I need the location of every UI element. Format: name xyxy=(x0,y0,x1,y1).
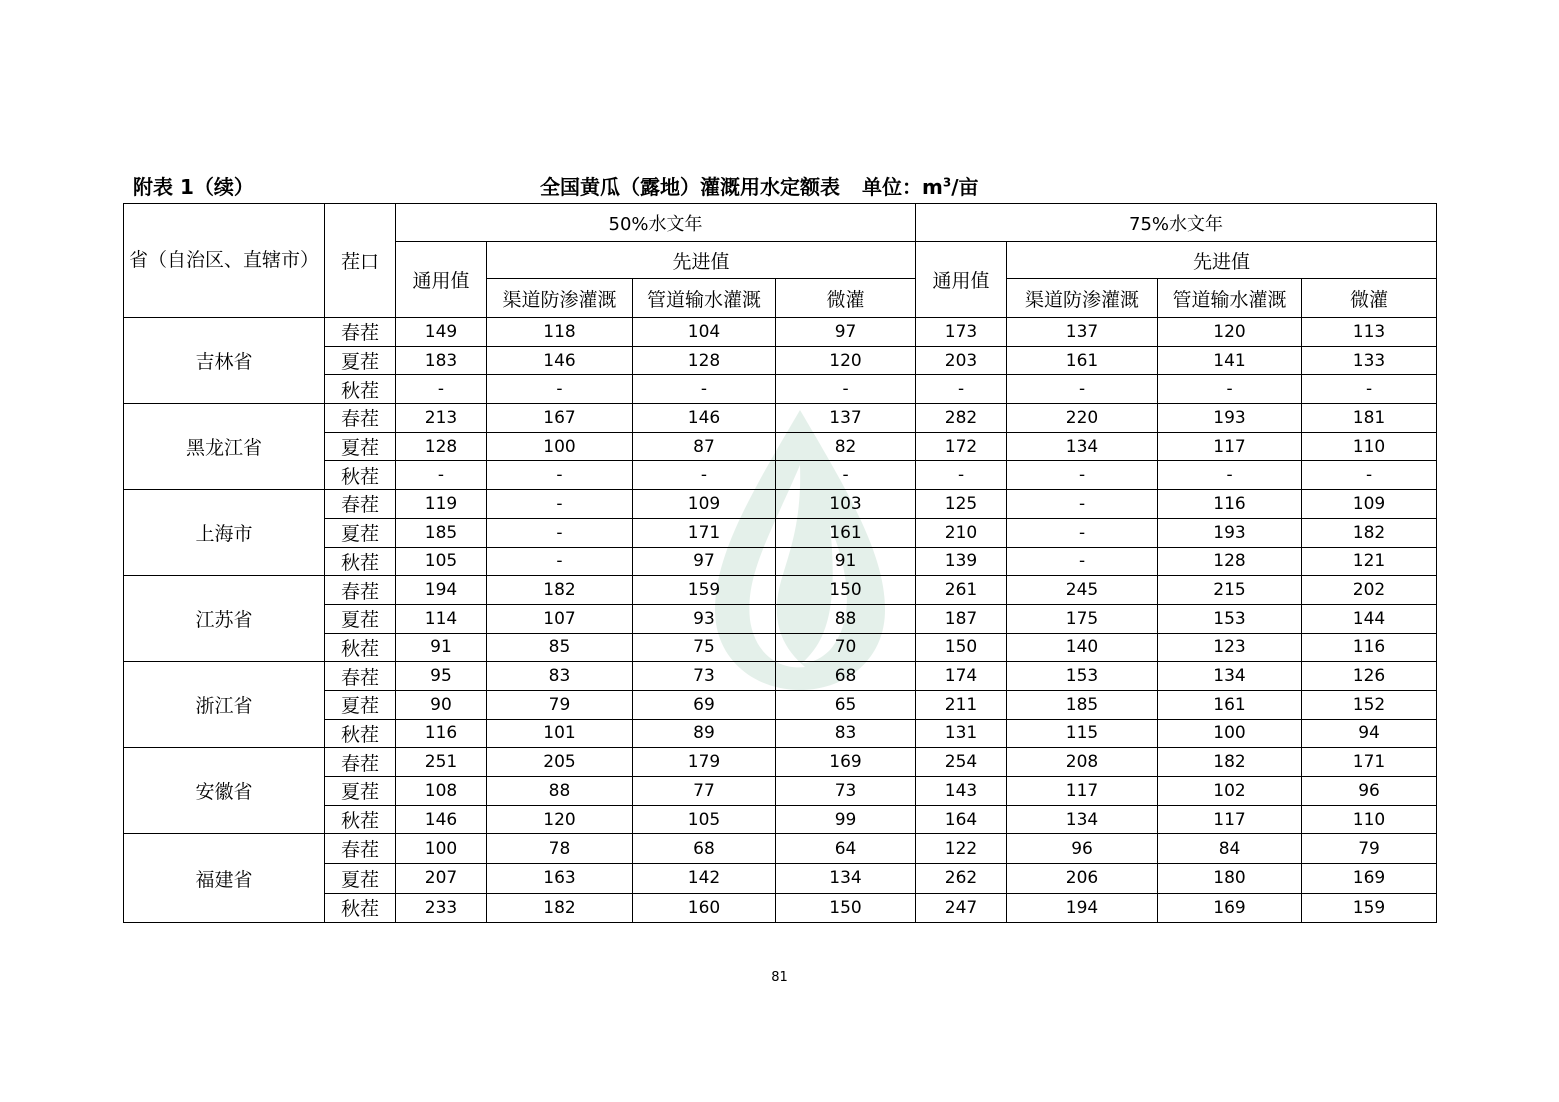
value-cell: 68 xyxy=(776,662,916,691)
value-cell: 185 xyxy=(1007,690,1158,719)
value-cell: 142 xyxy=(633,863,776,893)
value-cell: - xyxy=(1007,490,1158,519)
province-cell: 浙江省 xyxy=(124,662,325,748)
value-cell: 110 xyxy=(1302,432,1437,461)
value-cell: 160 xyxy=(633,893,776,923)
value-cell: 91 xyxy=(396,633,487,662)
season-cell: 春茬 xyxy=(325,490,396,519)
season-cell: 春茬 xyxy=(325,576,396,605)
province-cell: 黑龙江省 xyxy=(124,404,325,490)
table-title xyxy=(540,171,979,200)
value-cell: 73 xyxy=(633,662,776,691)
unit-label xyxy=(862,175,979,199)
value-cell: 70 xyxy=(776,633,916,662)
value-cell: - xyxy=(487,375,633,404)
value-cell: 211 xyxy=(916,690,1007,719)
value-cell: - xyxy=(1158,375,1302,404)
value-cell: 89 xyxy=(633,719,776,748)
value-cell: 150 xyxy=(776,576,916,605)
table-caption xyxy=(133,171,1436,201)
water-quota-table xyxy=(123,203,1437,923)
header-micro-50: 微灌 xyxy=(776,279,916,318)
unit-prefix: 单位：m xyxy=(862,175,943,199)
value-cell: 194 xyxy=(396,576,487,605)
table-row xyxy=(124,834,1437,864)
value-cell: 150 xyxy=(916,633,1007,662)
table-row xyxy=(124,404,1437,433)
value-cell: 120 xyxy=(1158,318,1302,347)
value-cell: 64 xyxy=(776,834,916,864)
value-cell: 149 xyxy=(396,318,487,347)
value-cell: 262 xyxy=(916,863,1007,893)
value-cell: - xyxy=(487,490,633,519)
table-row xyxy=(124,662,1437,691)
value-cell: 94 xyxy=(1302,719,1437,748)
value-cell: 152 xyxy=(1302,690,1437,719)
page-number: 81 xyxy=(771,970,788,985)
season-cell: 夏茬 xyxy=(325,604,396,633)
value-cell: 96 xyxy=(1302,777,1437,806)
value-cell: 180 xyxy=(1158,863,1302,893)
season-cell: 秋茬 xyxy=(325,893,396,923)
value-cell: - xyxy=(916,461,1007,490)
header-pipe-50: 管道输水灌溉 xyxy=(633,279,776,318)
value-cell: 140 xyxy=(1007,633,1158,662)
value-cell: 99 xyxy=(776,805,916,834)
value-cell: 169 xyxy=(1302,863,1437,893)
value-cell: 95 xyxy=(396,662,487,691)
value-cell: 169 xyxy=(1158,893,1302,923)
value-cell: 122 xyxy=(916,834,1007,864)
value-cell: 88 xyxy=(487,777,633,806)
value-cell: - xyxy=(776,461,916,490)
value-cell: - xyxy=(1007,547,1158,576)
season-cell: 秋茬 xyxy=(325,547,396,576)
header-channel-75: 渠道防渗灌溉 xyxy=(1007,279,1158,318)
value-cell: 247 xyxy=(916,893,1007,923)
value-cell: 100 xyxy=(1158,719,1302,748)
season-cell: 春茬 xyxy=(325,662,396,691)
province-cell: 上海市 xyxy=(124,490,325,576)
header-channel-50: 渠道防渗灌溉 xyxy=(487,279,633,318)
header-province: 省（自治区、直辖市） xyxy=(124,204,325,318)
season-cell: 春茬 xyxy=(325,834,396,864)
value-cell: 203 xyxy=(916,346,1007,375)
table-row xyxy=(124,318,1437,347)
value-cell: 150 xyxy=(776,893,916,923)
table-row xyxy=(124,576,1437,605)
value-cell: 69 xyxy=(633,690,776,719)
value-cell: 205 xyxy=(487,748,633,777)
value-cell: - xyxy=(1158,461,1302,490)
value-cell: 75 xyxy=(633,633,776,662)
value-cell: 85 xyxy=(487,633,633,662)
value-cell: 128 xyxy=(1158,547,1302,576)
value-cell: 233 xyxy=(396,893,487,923)
province-cell: 福建省 xyxy=(124,834,325,923)
value-cell: 182 xyxy=(1158,748,1302,777)
header-general-50: 通用值 xyxy=(396,242,487,318)
value-cell: 146 xyxy=(633,404,776,433)
value-cell: 93 xyxy=(633,604,776,633)
value-cell: 103 xyxy=(776,490,916,519)
value-cell: 159 xyxy=(1302,893,1437,923)
value-cell: 117 xyxy=(1007,777,1158,806)
value-cell: 133 xyxy=(1302,346,1437,375)
value-cell: 110 xyxy=(1302,805,1437,834)
value-cell: 206 xyxy=(1007,863,1158,893)
value-cell: 202 xyxy=(1302,576,1437,605)
value-cell: 83 xyxy=(487,662,633,691)
unit-suffix: /亩 xyxy=(951,175,979,199)
value-cell: 128 xyxy=(633,346,776,375)
season-cell: 秋茬 xyxy=(325,805,396,834)
value-cell: 208 xyxy=(1007,748,1158,777)
season-cell: 夏茬 xyxy=(325,346,396,375)
value-cell: 68 xyxy=(633,834,776,864)
value-cell: 261 xyxy=(916,576,1007,605)
value-cell: 207 xyxy=(396,863,487,893)
value-cell: 182 xyxy=(487,893,633,923)
season-cell: 秋茬 xyxy=(325,375,396,404)
value-cell: 171 xyxy=(633,518,776,547)
value-cell: 96 xyxy=(1007,834,1158,864)
value-cell: 109 xyxy=(1302,490,1437,519)
value-cell: 169 xyxy=(776,748,916,777)
value-cell: 194 xyxy=(1007,893,1158,923)
value-cell: 183 xyxy=(396,346,487,375)
header-general-75: 通用值 xyxy=(916,242,1007,318)
value-cell: 174 xyxy=(916,662,1007,691)
value-cell: 282 xyxy=(916,404,1007,433)
value-cell: 107 xyxy=(487,604,633,633)
value-cell: 251 xyxy=(396,748,487,777)
value-cell: 77 xyxy=(633,777,776,806)
header-year-75: 75%水文年 xyxy=(916,204,1437,242)
province-cell: 江苏省 xyxy=(124,576,325,662)
value-cell: 120 xyxy=(776,346,916,375)
value-cell: 134 xyxy=(776,863,916,893)
value-cell: 118 xyxy=(487,318,633,347)
value-cell: 167 xyxy=(487,404,633,433)
value-cell: 215 xyxy=(1158,576,1302,605)
value-cell: 108 xyxy=(396,777,487,806)
value-cell: 139 xyxy=(916,547,1007,576)
value-cell: 161 xyxy=(1007,346,1158,375)
value-cell: 134 xyxy=(1007,432,1158,461)
value-cell: 100 xyxy=(487,432,633,461)
value-cell: 131 xyxy=(916,719,1007,748)
value-cell: 87 xyxy=(633,432,776,461)
season-cell: 春茬 xyxy=(325,318,396,347)
season-cell: 夏茬 xyxy=(325,432,396,461)
value-cell: 163 xyxy=(487,863,633,893)
value-cell: 185 xyxy=(396,518,487,547)
value-cell: 153 xyxy=(1158,604,1302,633)
value-cell: 161 xyxy=(1158,690,1302,719)
value-cell: 116 xyxy=(1158,490,1302,519)
value-cell: 153 xyxy=(1007,662,1158,691)
season-cell: 夏茬 xyxy=(325,777,396,806)
season-cell: 春茬 xyxy=(325,748,396,777)
table-body xyxy=(124,318,1437,923)
value-cell: - xyxy=(633,375,776,404)
header-season: 茬口 xyxy=(325,204,396,318)
value-cell: 78 xyxy=(487,834,633,864)
value-cell: 120 xyxy=(487,805,633,834)
province-cell: 安徽省 xyxy=(124,748,325,834)
value-cell: 159 xyxy=(633,576,776,605)
value-cell: 116 xyxy=(396,719,487,748)
value-cell: - xyxy=(1007,461,1158,490)
value-cell: 175 xyxy=(1007,604,1158,633)
value-cell: 102 xyxy=(1158,777,1302,806)
value-cell: - xyxy=(1007,518,1158,547)
value-cell: 65 xyxy=(776,690,916,719)
season-cell: 夏茬 xyxy=(325,863,396,893)
value-cell: 91 xyxy=(776,547,916,576)
value-cell: - xyxy=(1302,375,1437,404)
value-cell: - xyxy=(1302,461,1437,490)
season-cell: 秋茬 xyxy=(325,461,396,490)
value-cell: 146 xyxy=(487,346,633,375)
value-cell: 90 xyxy=(396,690,487,719)
value-cell: 97 xyxy=(776,318,916,347)
value-cell: 187 xyxy=(916,604,1007,633)
season-cell: 秋茬 xyxy=(325,633,396,662)
value-cell: 146 xyxy=(396,805,487,834)
value-cell: 182 xyxy=(487,576,633,605)
value-cell: - xyxy=(396,461,487,490)
value-cell: 109 xyxy=(633,490,776,519)
value-cell: 121 xyxy=(1302,547,1437,576)
value-cell: - xyxy=(487,547,633,576)
value-cell: - xyxy=(633,461,776,490)
value-cell: 115 xyxy=(1007,719,1158,748)
table-row xyxy=(124,748,1437,777)
value-cell: 181 xyxy=(1302,404,1437,433)
value-cell: 105 xyxy=(633,805,776,834)
season-cell: 春茬 xyxy=(325,404,396,433)
value-cell: 213 xyxy=(396,404,487,433)
value-cell: 193 xyxy=(1158,518,1302,547)
value-cell: - xyxy=(487,461,633,490)
value-cell: 164 xyxy=(916,805,1007,834)
value-cell: 82 xyxy=(776,432,916,461)
value-cell: 104 xyxy=(633,318,776,347)
header-micro-75: 微灌 xyxy=(1302,279,1437,318)
table-row xyxy=(124,490,1437,519)
value-cell: 161 xyxy=(776,518,916,547)
value-cell: - xyxy=(396,375,487,404)
value-cell: 88 xyxy=(776,604,916,633)
table-header xyxy=(124,204,1437,318)
value-cell: 113 xyxy=(1302,318,1437,347)
value-cell: 100 xyxy=(396,834,487,864)
value-cell: 137 xyxy=(1007,318,1158,347)
value-cell: 84 xyxy=(1158,834,1302,864)
value-cell: - xyxy=(916,375,1007,404)
value-cell: 116 xyxy=(1302,633,1437,662)
value-cell: 193 xyxy=(1158,404,1302,433)
value-cell: 79 xyxy=(1302,834,1437,864)
unit-superscript: 3 xyxy=(942,175,952,190)
value-cell: 134 xyxy=(1158,662,1302,691)
value-cell: - xyxy=(487,518,633,547)
value-cell: 173 xyxy=(916,318,1007,347)
value-cell: 117 xyxy=(1158,432,1302,461)
value-cell: 125 xyxy=(916,490,1007,519)
header-advanced-50: 先进值 xyxy=(487,242,916,279)
value-cell: 79 xyxy=(487,690,633,719)
value-cell: 141 xyxy=(1158,346,1302,375)
value-cell: - xyxy=(776,375,916,404)
table-title-text: 全国黄瓜（露地）灌溉用水定额表 xyxy=(540,175,840,199)
season-cell: 夏茬 xyxy=(325,690,396,719)
value-cell: 73 xyxy=(776,777,916,806)
value-cell: 172 xyxy=(916,432,1007,461)
table-number: 附表 1（续） xyxy=(133,175,254,199)
header-pipe-75: 管道输水灌溉 xyxy=(1158,279,1302,318)
value-cell: 97 xyxy=(633,547,776,576)
value-cell: 137 xyxy=(776,404,916,433)
value-cell: 182 xyxy=(1302,518,1437,547)
header-advanced-75: 先进值 xyxy=(1007,242,1437,279)
value-cell: 220 xyxy=(1007,404,1158,433)
value-cell: 134 xyxy=(1007,805,1158,834)
value-cell: 245 xyxy=(1007,576,1158,605)
value-cell: 254 xyxy=(916,748,1007,777)
value-cell: 144 xyxy=(1302,604,1437,633)
value-cell: 105 xyxy=(396,547,487,576)
value-cell: 114 xyxy=(396,604,487,633)
season-cell: 夏茬 xyxy=(325,518,396,547)
value-cell: 126 xyxy=(1302,662,1437,691)
value-cell: 128 xyxy=(396,432,487,461)
value-cell: 117 xyxy=(1158,805,1302,834)
value-cell: 171 xyxy=(1302,748,1437,777)
season-cell: 秋茬 xyxy=(325,719,396,748)
value-cell: 210 xyxy=(916,518,1007,547)
value-cell: 83 xyxy=(776,719,916,748)
header-year-50: 50%水文年 xyxy=(396,204,916,242)
value-cell: - xyxy=(1007,375,1158,404)
province-cell: 吉林省 xyxy=(124,318,325,404)
value-cell: 179 xyxy=(633,748,776,777)
value-cell: 123 xyxy=(1158,633,1302,662)
value-cell: 143 xyxy=(916,777,1007,806)
value-cell: 101 xyxy=(487,719,633,748)
value-cell: 119 xyxy=(396,490,487,519)
